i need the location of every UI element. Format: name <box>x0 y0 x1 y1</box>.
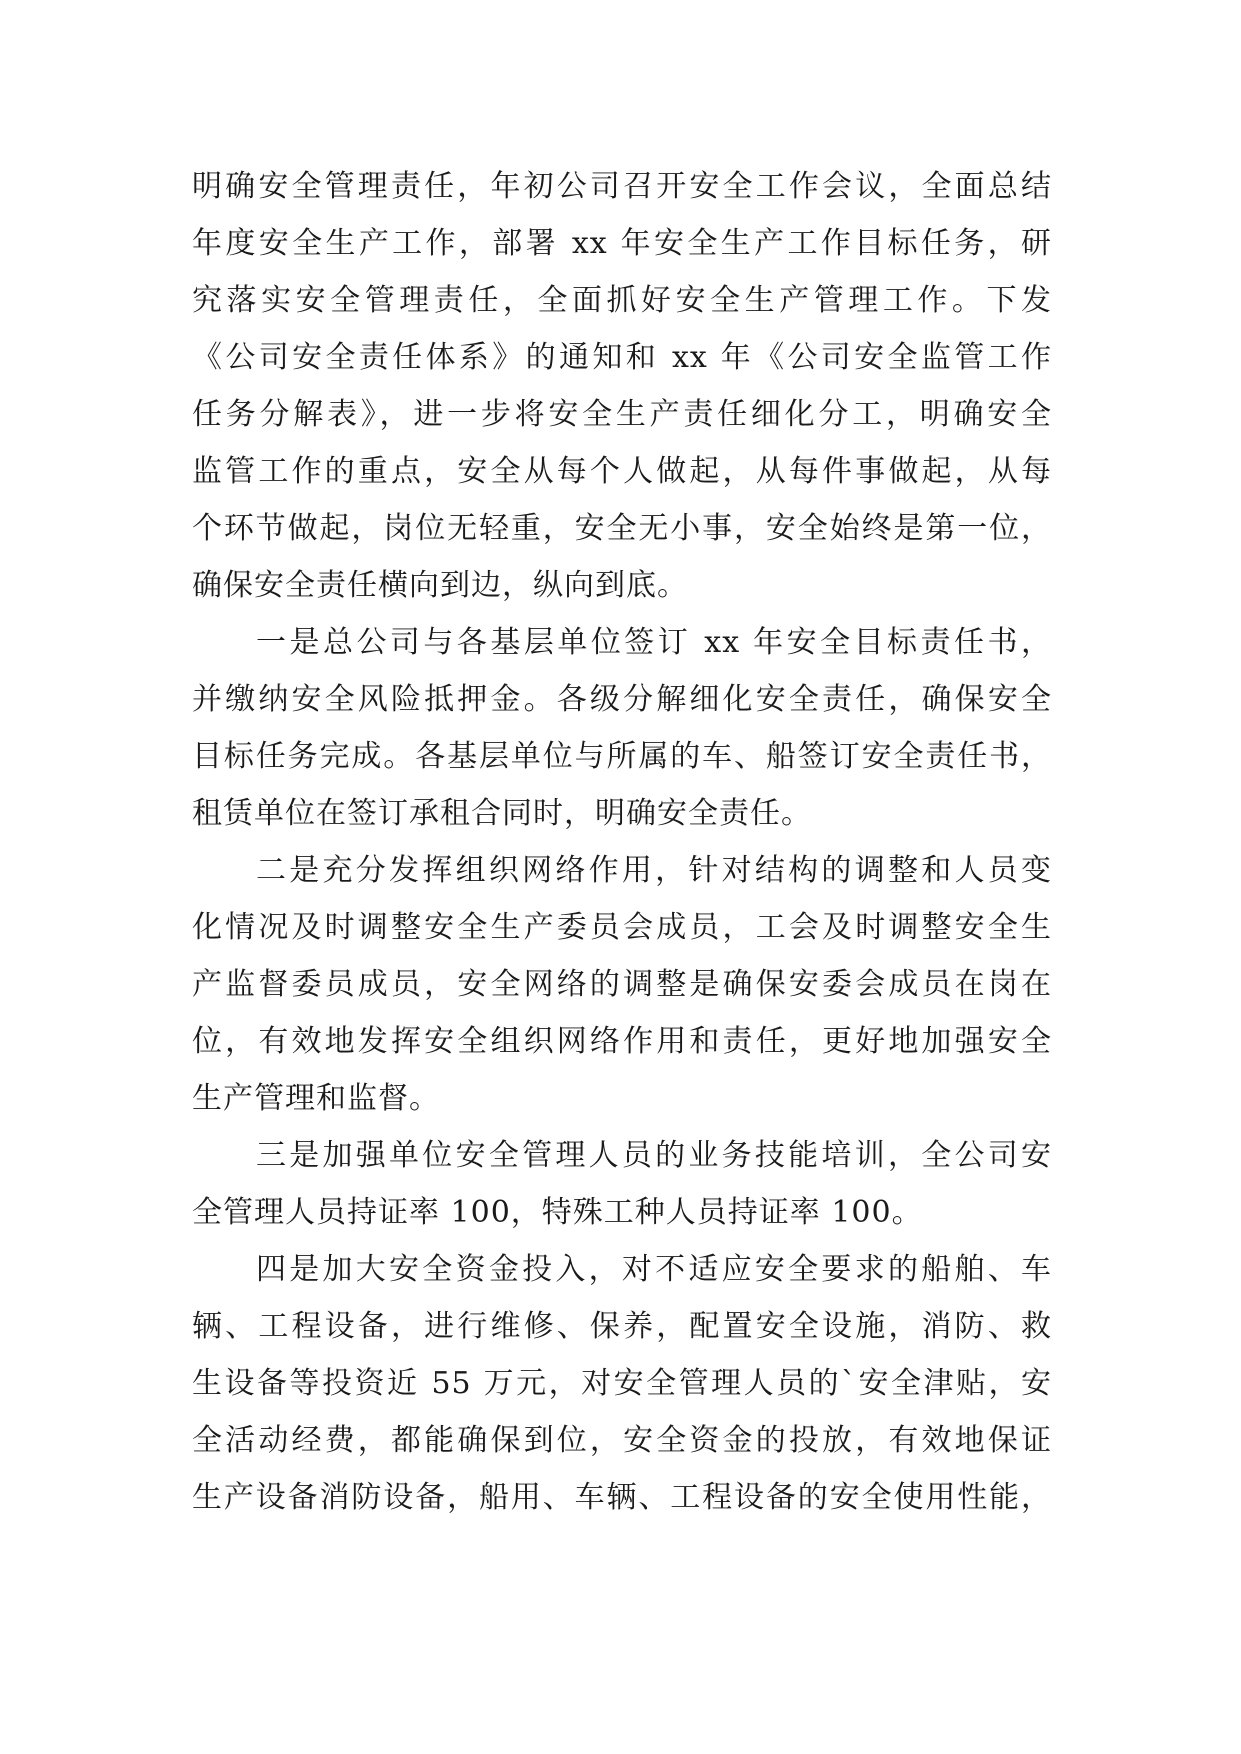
text-line: 化情况及时调整安全生产委员会成员，工会及时调整安全生 <box>192 910 1052 945</box>
text-line: 目标任务完成。各基层单位与所属的车、船签订安全责任书， <box>192 739 1052 774</box>
text-line: 监管工作的重点，安全从每个人做起，从每件事做起，从每 <box>192 454 1052 489</box>
text-line: 《公司安全责任体系》的通知和 xx 年《公司安全监管工作 <box>192 340 1052 375</box>
text-line: 任务分解表》，进一步将安全生产责任细化分工，明确安全 <box>192 397 1052 432</box>
text-line: 生产设备消防设备，船用、车辆、工程设备的安全使用性能， <box>192 1480 1052 1515</box>
text-line: 究落实安全管理责任，全面抓好安全生产管理工作。下发 <box>192 283 1052 318</box>
text-line: 全活动经费，都能确保到位，安全资金的投放，有效地保证 <box>192 1423 1052 1458</box>
text-line: 个环节做起，岗位无轻重，安全无小事，安全始终是第一位， <box>192 511 1052 546</box>
text-line: 产监督委员成员，安全网络的调整是确保安委会成员在岗在 <box>192 967 1052 1002</box>
paragraph-start-line: 一是总公司与各基层单位签订 xx 年安全目标责任书， <box>256 625 1052 660</box>
text-line: 年度安全生产工作，部署 xx 年安全生产工作目标任务，研 <box>192 226 1052 261</box>
text-line: 明确安全管理责任，年初公司召开安全工作会议，全面总结 <box>192 169 1052 204</box>
paragraph-start-line: 二是充分发挥组织网络作用，针对结构的调整和人员变 <box>256 853 1052 888</box>
text-line: 辆、工程设备，进行维修、保养，配置安全设施，消防、救 <box>192 1309 1052 1344</box>
text-line: 生设备等投资近 55 万元，对安全管理人员的`安全津贴，安 <box>192 1366 1052 1401</box>
paragraph-start-line: 四是加大安全资金投入，对不适应安全要求的船舶、车 <box>256 1252 1052 1287</box>
body-text <box>192 158 1052 1526</box>
text-line: 租赁单位在签订承租合同时，明确安全责任。 <box>192 796 812 831</box>
text-line: 位，有效地发挥安全组织网络作用和责任，更好地加强安全 <box>192 1024 1052 1059</box>
paragraph-start-line: 三是加强单位安全管理人员的业务技能培训，全公司安 <box>256 1138 1052 1173</box>
text-line: 全管理人员持证率 100，特殊工种人员持证率 100。 <box>192 1195 923 1230</box>
text-line: 确保安全责任横向到边，纵向到底。 <box>192 568 688 603</box>
text-line: 并缴纳安全风险抵押金。各级分解细化安全责任，确保安全 <box>192 682 1052 717</box>
text-line: 生产管理和监督。 <box>192 1081 440 1116</box>
